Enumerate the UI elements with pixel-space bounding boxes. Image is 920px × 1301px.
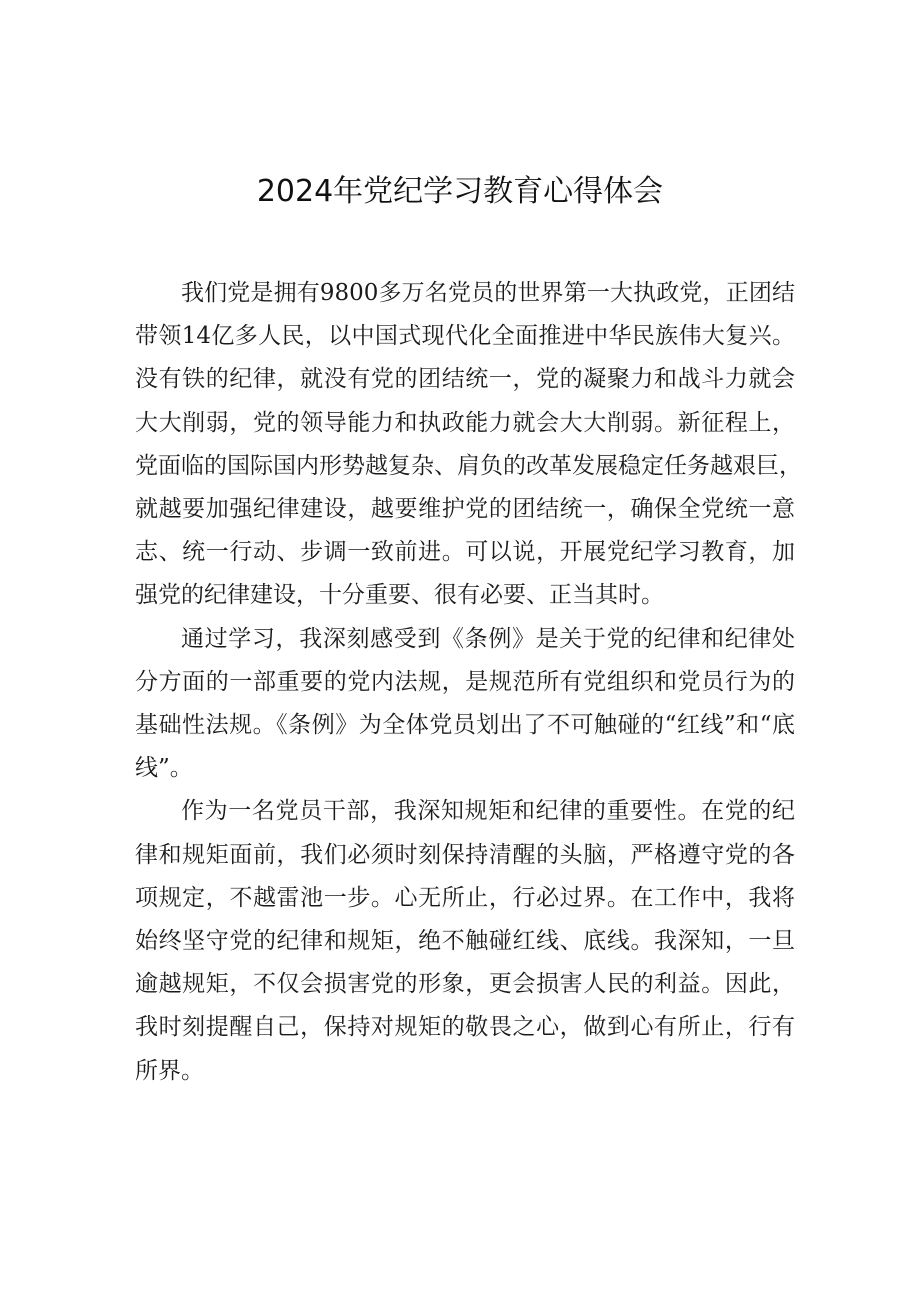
- paragraph-3: [135, 790, 795, 1092]
- paragraph-line: 线”。: [135, 755, 193, 782]
- paragraph-line: 我时刻提醒自己，保持对规矩的敬畏之心，做到心有所止，行有: [135, 1014, 795, 1041]
- paragraph-line: 大大削弱，党的领导能力和执政能力就会大大削弱。新征程上，: [135, 409, 795, 436]
- paragraph-line: 项规定，不越雷池一步。心无所止，行必过界。在工作中，我将: [135, 884, 795, 911]
- paragraph-line: 通过学习，我深刻感受到《条例》是关于党的纪律和纪律处: [181, 625, 795, 652]
- paragraph-line: 作为一名党员干部，我深知规矩和纪律的重要性。在党的纪: [181, 798, 795, 825]
- paragraph-line: 逾越规矩，不仅会损害党的形象，更会损害人民的利益。因此，: [135, 971, 795, 998]
- document-body: [135, 272, 802, 1093]
- paragraph-1: [135, 272, 802, 618]
- paragraph-line: 志、统一行动、步调一致前进。可以说，开展党纪学习教育，加: [135, 539, 795, 566]
- paragraph-line: 所界。: [135, 1057, 204, 1084]
- paragraph-2: [135, 618, 795, 791]
- paragraph-line: 带领14亿多人民，以中国式现代化全面推进中华民族伟大复兴。: [135, 323, 795, 350]
- paragraph-line: 分方面的一部重要的党内法规，是规范所有党组织和党员行为的: [135, 668, 795, 695]
- paragraph-line: 没有铁的纪律，就没有党的团结统一，党的凝聚力和战斗力就会: [135, 366, 795, 393]
- paragraph-line: 就越要加强纪律建设，越要维护党的团结统一，确保全党统一意: [135, 496, 795, 523]
- paragraph-line: 我们党是拥有9800多万名党员的世界第一大执政党，正团结: [181, 280, 795, 306]
- paragraph-line: 基础性法规。《条例》为全体党员划出了不可触碰的“红线”和“底: [135, 712, 795, 739]
- paragraph-line: 律和规矩面前，我们必须时刻保持清醒的头脑，严格遵守党的各: [135, 841, 795, 868]
- paragraph-line: 党面临的国际国内形势越复杂、肩负的改革发展稳定任务越艰巨，: [135, 452, 802, 479]
- paragraph-line: 始终坚守党的纪律和规矩，绝不触碰红线、底线。我深知，一旦: [135, 928, 795, 955]
- paragraph-line: 强党的纪律建设，十分重要、很有必要、正当其时。: [135, 582, 664, 609]
- document-title: 2024年党纪学习教育心得体会: [256, 174, 664, 209]
